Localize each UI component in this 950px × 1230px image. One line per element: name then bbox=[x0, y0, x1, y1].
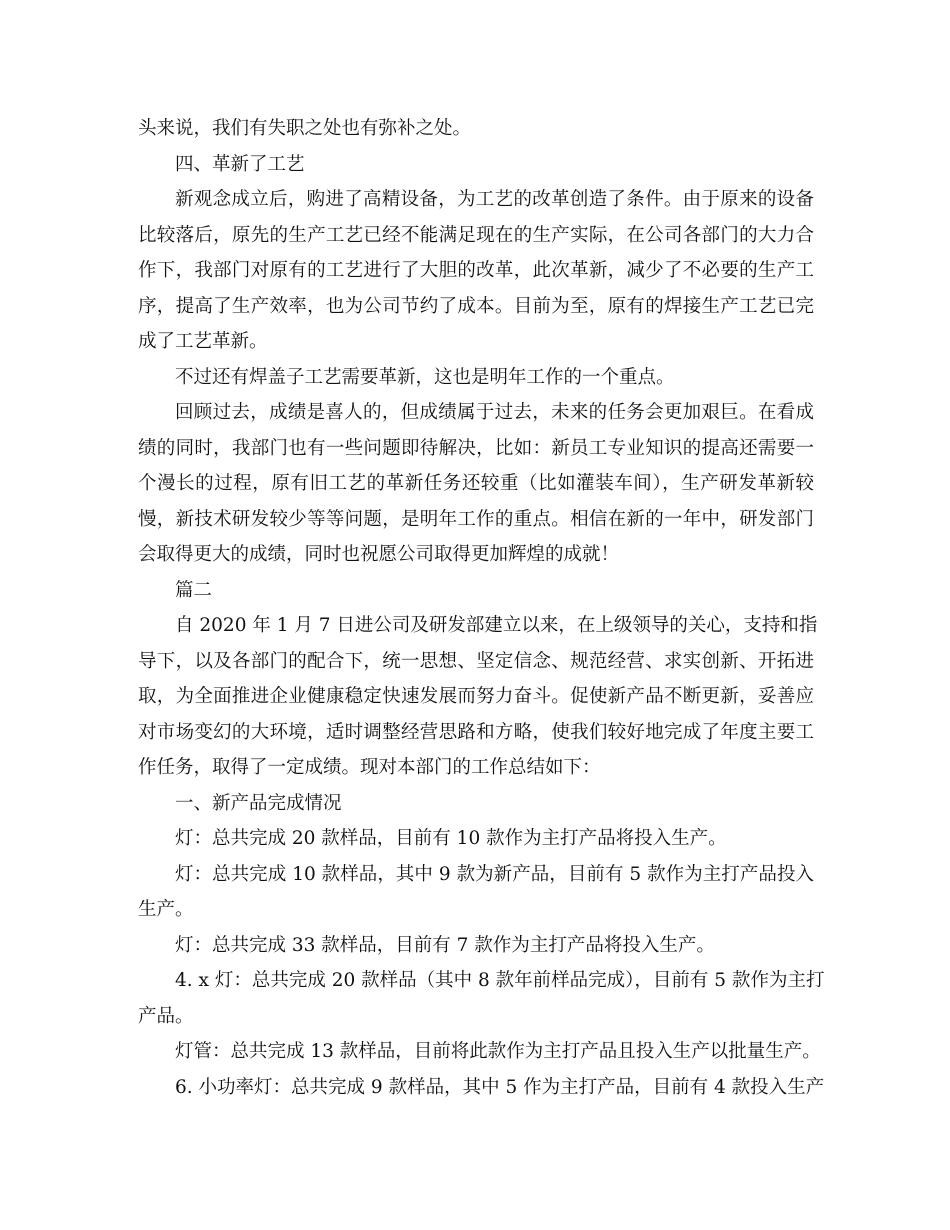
text-line: 对市场变幻的大环境，适时调整经营思路和方略，使我们较好地完成了年度主要工 bbox=[138, 721, 814, 743]
text-line: 一、新产品完成情况 bbox=[175, 792, 342, 814]
text-line: 序，提高了生产效率，也为公司节约了成本。目前为至，原有的焊接生产工艺已完 bbox=[138, 295, 814, 317]
text-line: 绩的同时，我部门也有一些问题即待解决，比如：新员工专业知识的提高还需要一 bbox=[138, 437, 814, 459]
text-line: 导下，以及各部门的配合下，统一思想、坚定信念、规范经营、求实创新、开拓进 bbox=[138, 650, 814, 672]
text-line: 取，为全面推进企业健康稳定快速发展而努力奋斗。促使新产品不断更新，妥善应 bbox=[138, 686, 814, 707]
text-line: 比较落后，原先的生产工艺已经不能满足现在的生产实际，在公司各部门的大力合 bbox=[138, 224, 814, 246]
text-line: 回顾过去，成绩是喜人的，但成绩属于过去，未来的任务会更加艰巨。在看成 bbox=[175, 402, 814, 423]
text-line: 新观念成立后，购进了高精设备，为工艺的改革创造了条件。由于原来的设备 bbox=[175, 189, 814, 210]
text-line: 个漫长的过程，原有旧工艺的革新任务还较重（比如灌装车间），生产研发革新较 bbox=[138, 473, 814, 494]
text-line: 6. 小功率灯：总共完成 9 款样品，其中 5 作为主打产品，目前有 4 款投入生产 bbox=[175, 1076, 825, 1098]
document-body bbox=[138, 111, 825, 1105]
text-line: 头来说，我们有失职之处也有弥补之处。 bbox=[138, 118, 472, 139]
text-line: 自 2020 年 1 月 7 日进公司及研发部建立以来，在上级领导的关心，支持和指 bbox=[175, 615, 818, 636]
text-line: 成了工艺革新。 bbox=[138, 331, 268, 352]
text-line: 会取得更大的成绩，同时也祝愿公司取得更加辉煌的成就！ bbox=[138, 544, 620, 565]
text-line: 灯：总共完成 33 款样品，目前有 7 款作为主打产品将投入生产。 bbox=[175, 934, 715, 956]
text-line: 不过还有焊盖子工艺需要革新，这也是明年工作的一个重点。 bbox=[175, 366, 675, 388]
text-line: 产品。 bbox=[138, 1005, 194, 1027]
text-line: 慢，新技术研发较少等等问题，是明年工作的重点。相信在新的一年中，研发部门 bbox=[138, 508, 814, 530]
text-line: 生产。 bbox=[138, 899, 194, 920]
text-line: 作任务，取得了一定成绩。现对本部门的工作总结如下： bbox=[138, 757, 601, 778]
text-line: 4. x 灯：总共完成 20 款样品（其中 8 款年前样品完成），目前有 5 款作为主打 bbox=[175, 970, 825, 991]
text-line: 作下，我部门对原有的工艺进行了大胆的改革，此次革新，减少了不必要的生产工 bbox=[138, 260, 814, 281]
text-line: 四、革新了工艺 bbox=[175, 153, 305, 175]
text-line: 灯：总共完成 20 款样品，目前有 10 款作为主打产品将投入生产。 bbox=[175, 828, 727, 849]
text-line: 灯管：总共完成 13 款样品，目前将此款作为主打产品且投入生产以批量生产。 bbox=[175, 1041, 821, 1062]
text-line: 灯：总共完成 10 款样品，其中 9 款为新产品，目前有 5 款作为主打产品投入 bbox=[175, 863, 814, 885]
text-line: 篇二 bbox=[175, 579, 213, 601]
